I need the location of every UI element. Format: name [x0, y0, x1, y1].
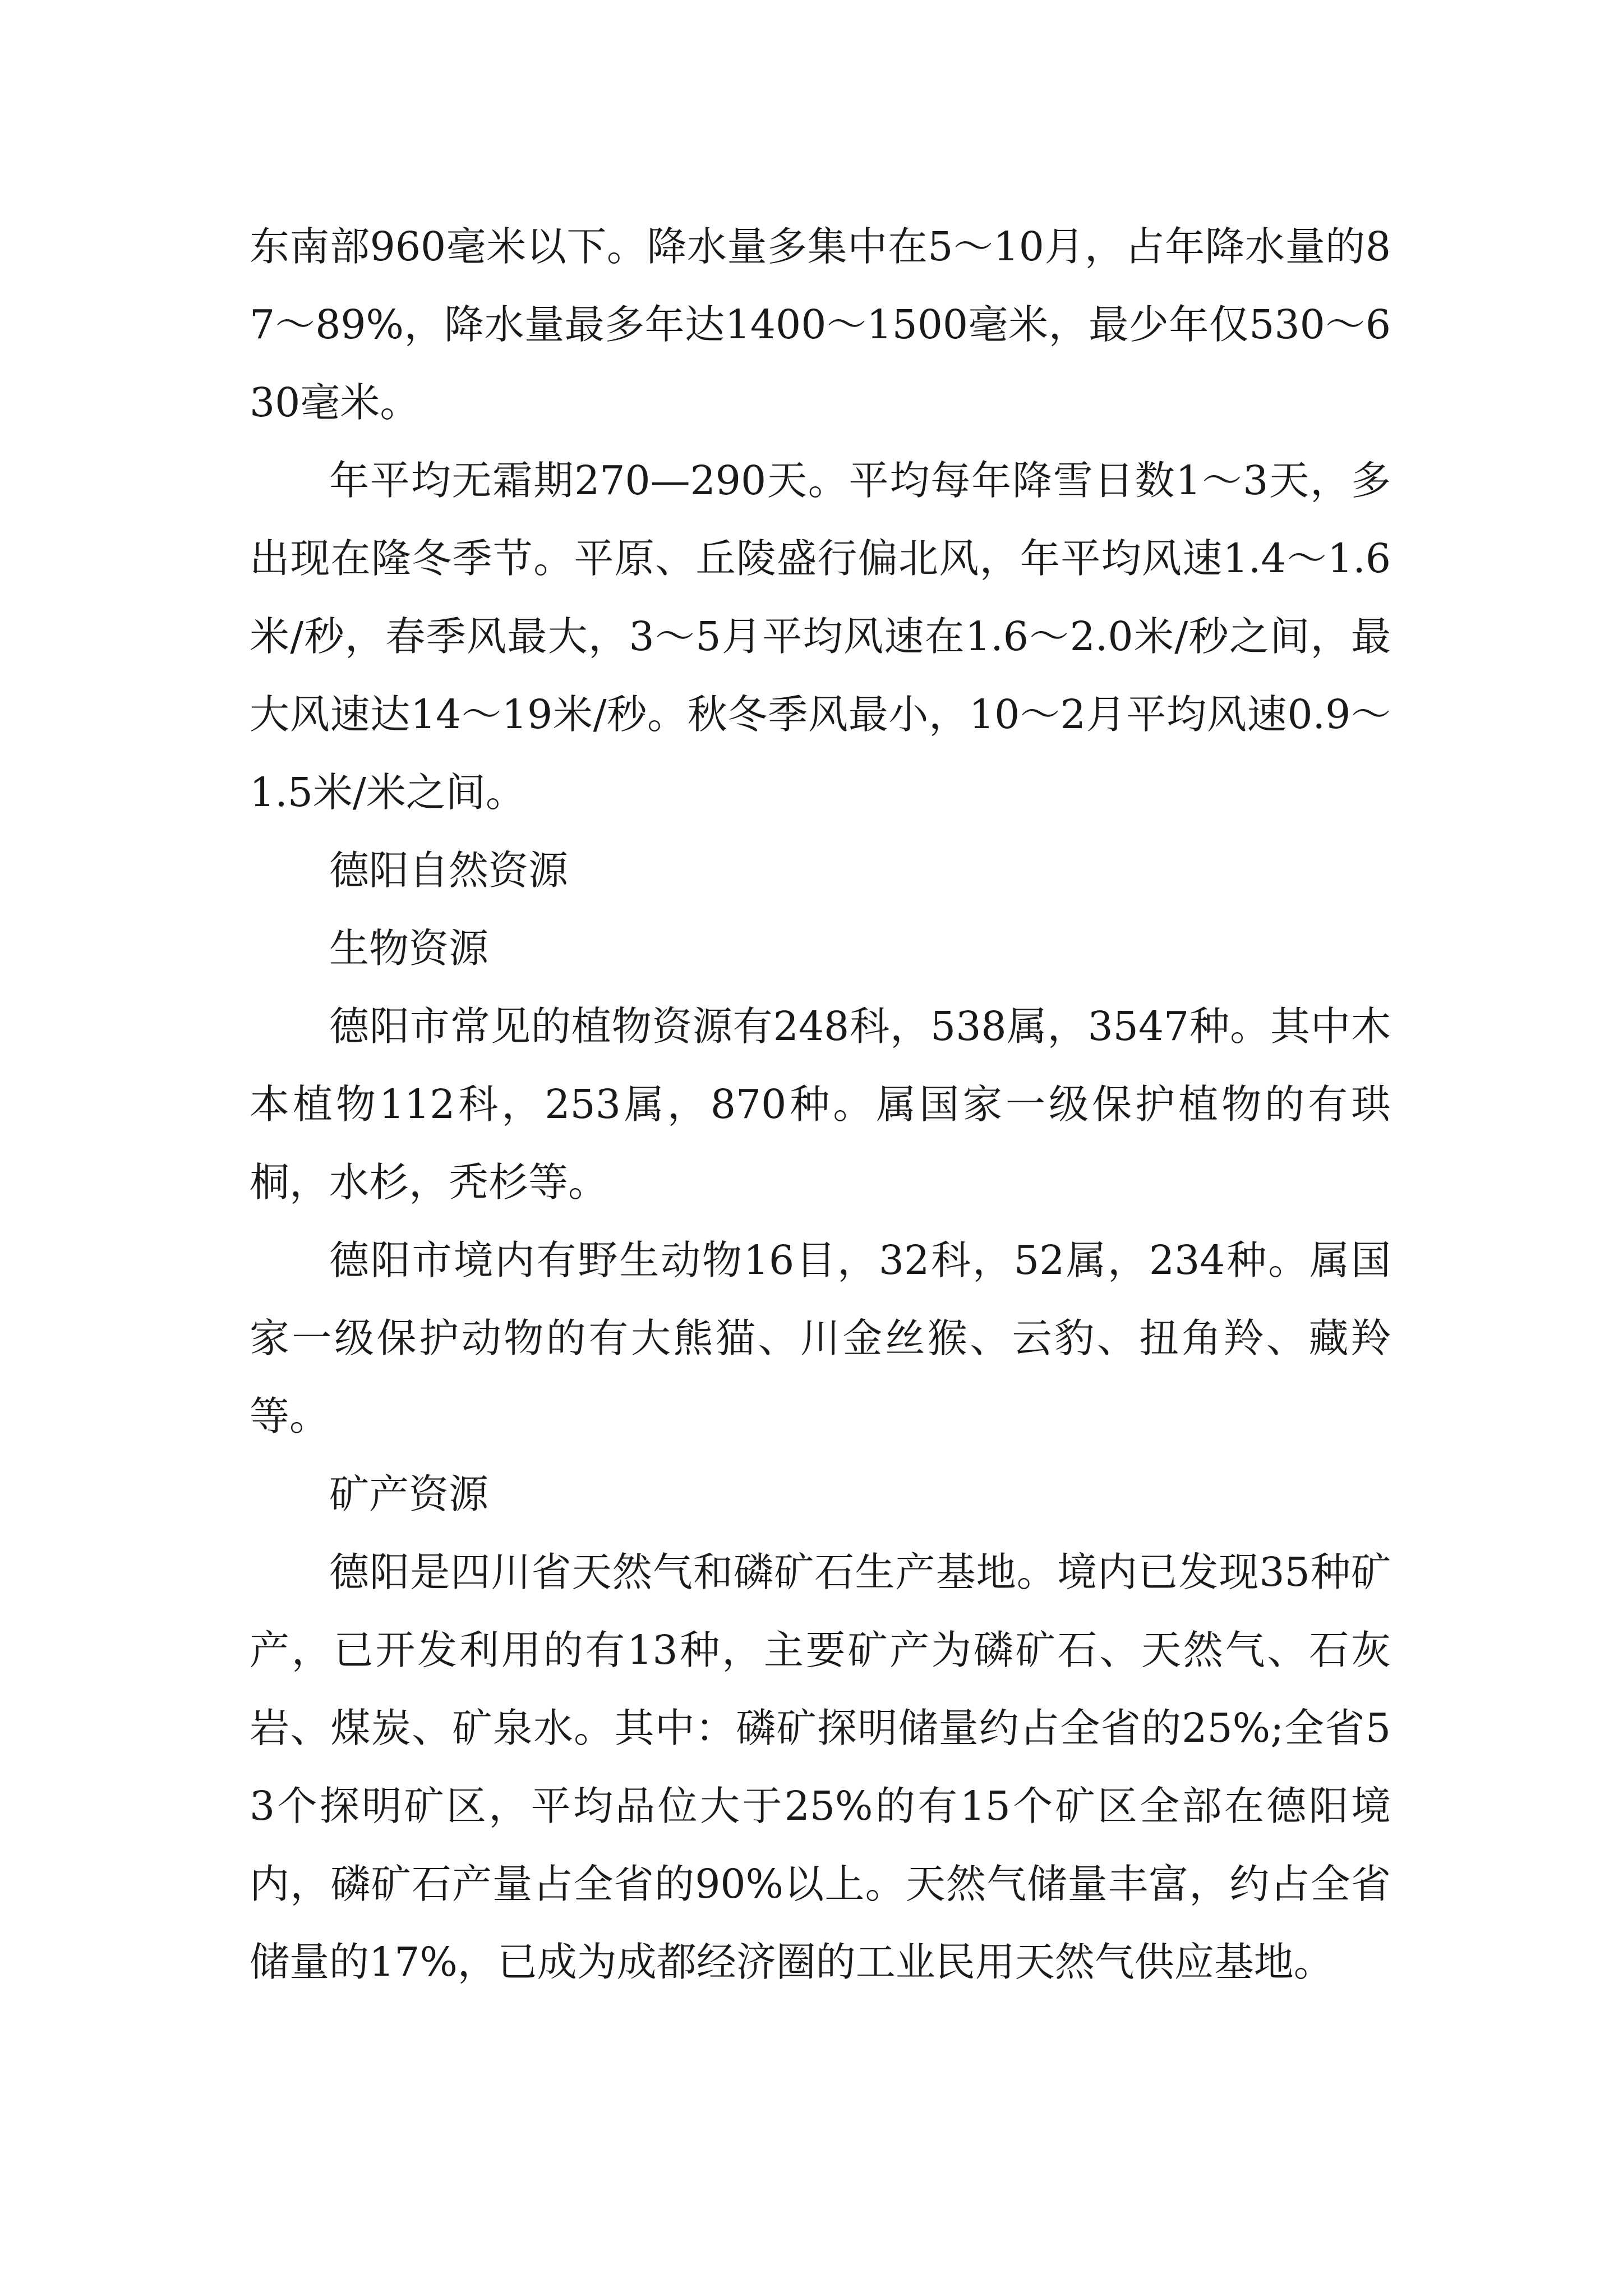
heading-mineral-resources: 矿产资源	[329, 1471, 489, 1517]
paragraph-minerals: 德阳是四川省天然气和磷矿石生产基地。境内已发现35种矿产，已开发利用的有13种，主要矿产为磷矿石、天然气、石灰岩、煤炭、矿泉水。其中：磷矿探明储量约占全省的25%;全省53个探明矿区，平均品位大于25%的有15个矿区全部在德阳境内，磷矿石产量占全省的90%以上。天然气储量丰富，约占全省储量的17%，已成为成都经济圈的工业民用天然气供应基地。	[250, 1549, 1391, 1985]
paragraph-plants: 德阳市常见的植物资源有248科，538属，3547种。其中木本植物112科，253属，870种。属国家一级保护植物的有珙桐，水杉，秃杉等。	[250, 1003, 1391, 1205]
heading-biological-resources: 生物资源	[329, 925, 489, 972]
paragraph-animals: 德阳市境内有野生动物16目，32科，52属，234种。属国家一级保护动物的有大熊猫、川金丝猴、云豹、扭角羚、藏羚等。	[250, 1237, 1391, 1439]
paragraph-rainfall: 东南部960毫米以下。降水量多集中在5～10月，占年降水量的87～89%，降水量最多年达1400～1500毫米，最少年仅530～630毫米。	[250, 223, 1391, 426]
paragraph-frost-wind: 年平均无霜期270—290天。平均每年降雪日数1～3天，多出现在隆冬季节。平原、丘陵盛行偏北风，年平均风速1.4～1.6米/秒，春季风最大，3～5月平均风速在1.6～2.0米/秒之间，最大风速达14～19米/秒。秋冬季风最小，10～2月平均风速0.9～1.5米/米之间。	[250, 457, 1391, 816]
heading-natural-resources: 德阳自然资源	[329, 847, 569, 894]
document-page	[250, 208, 1391, 2001]
